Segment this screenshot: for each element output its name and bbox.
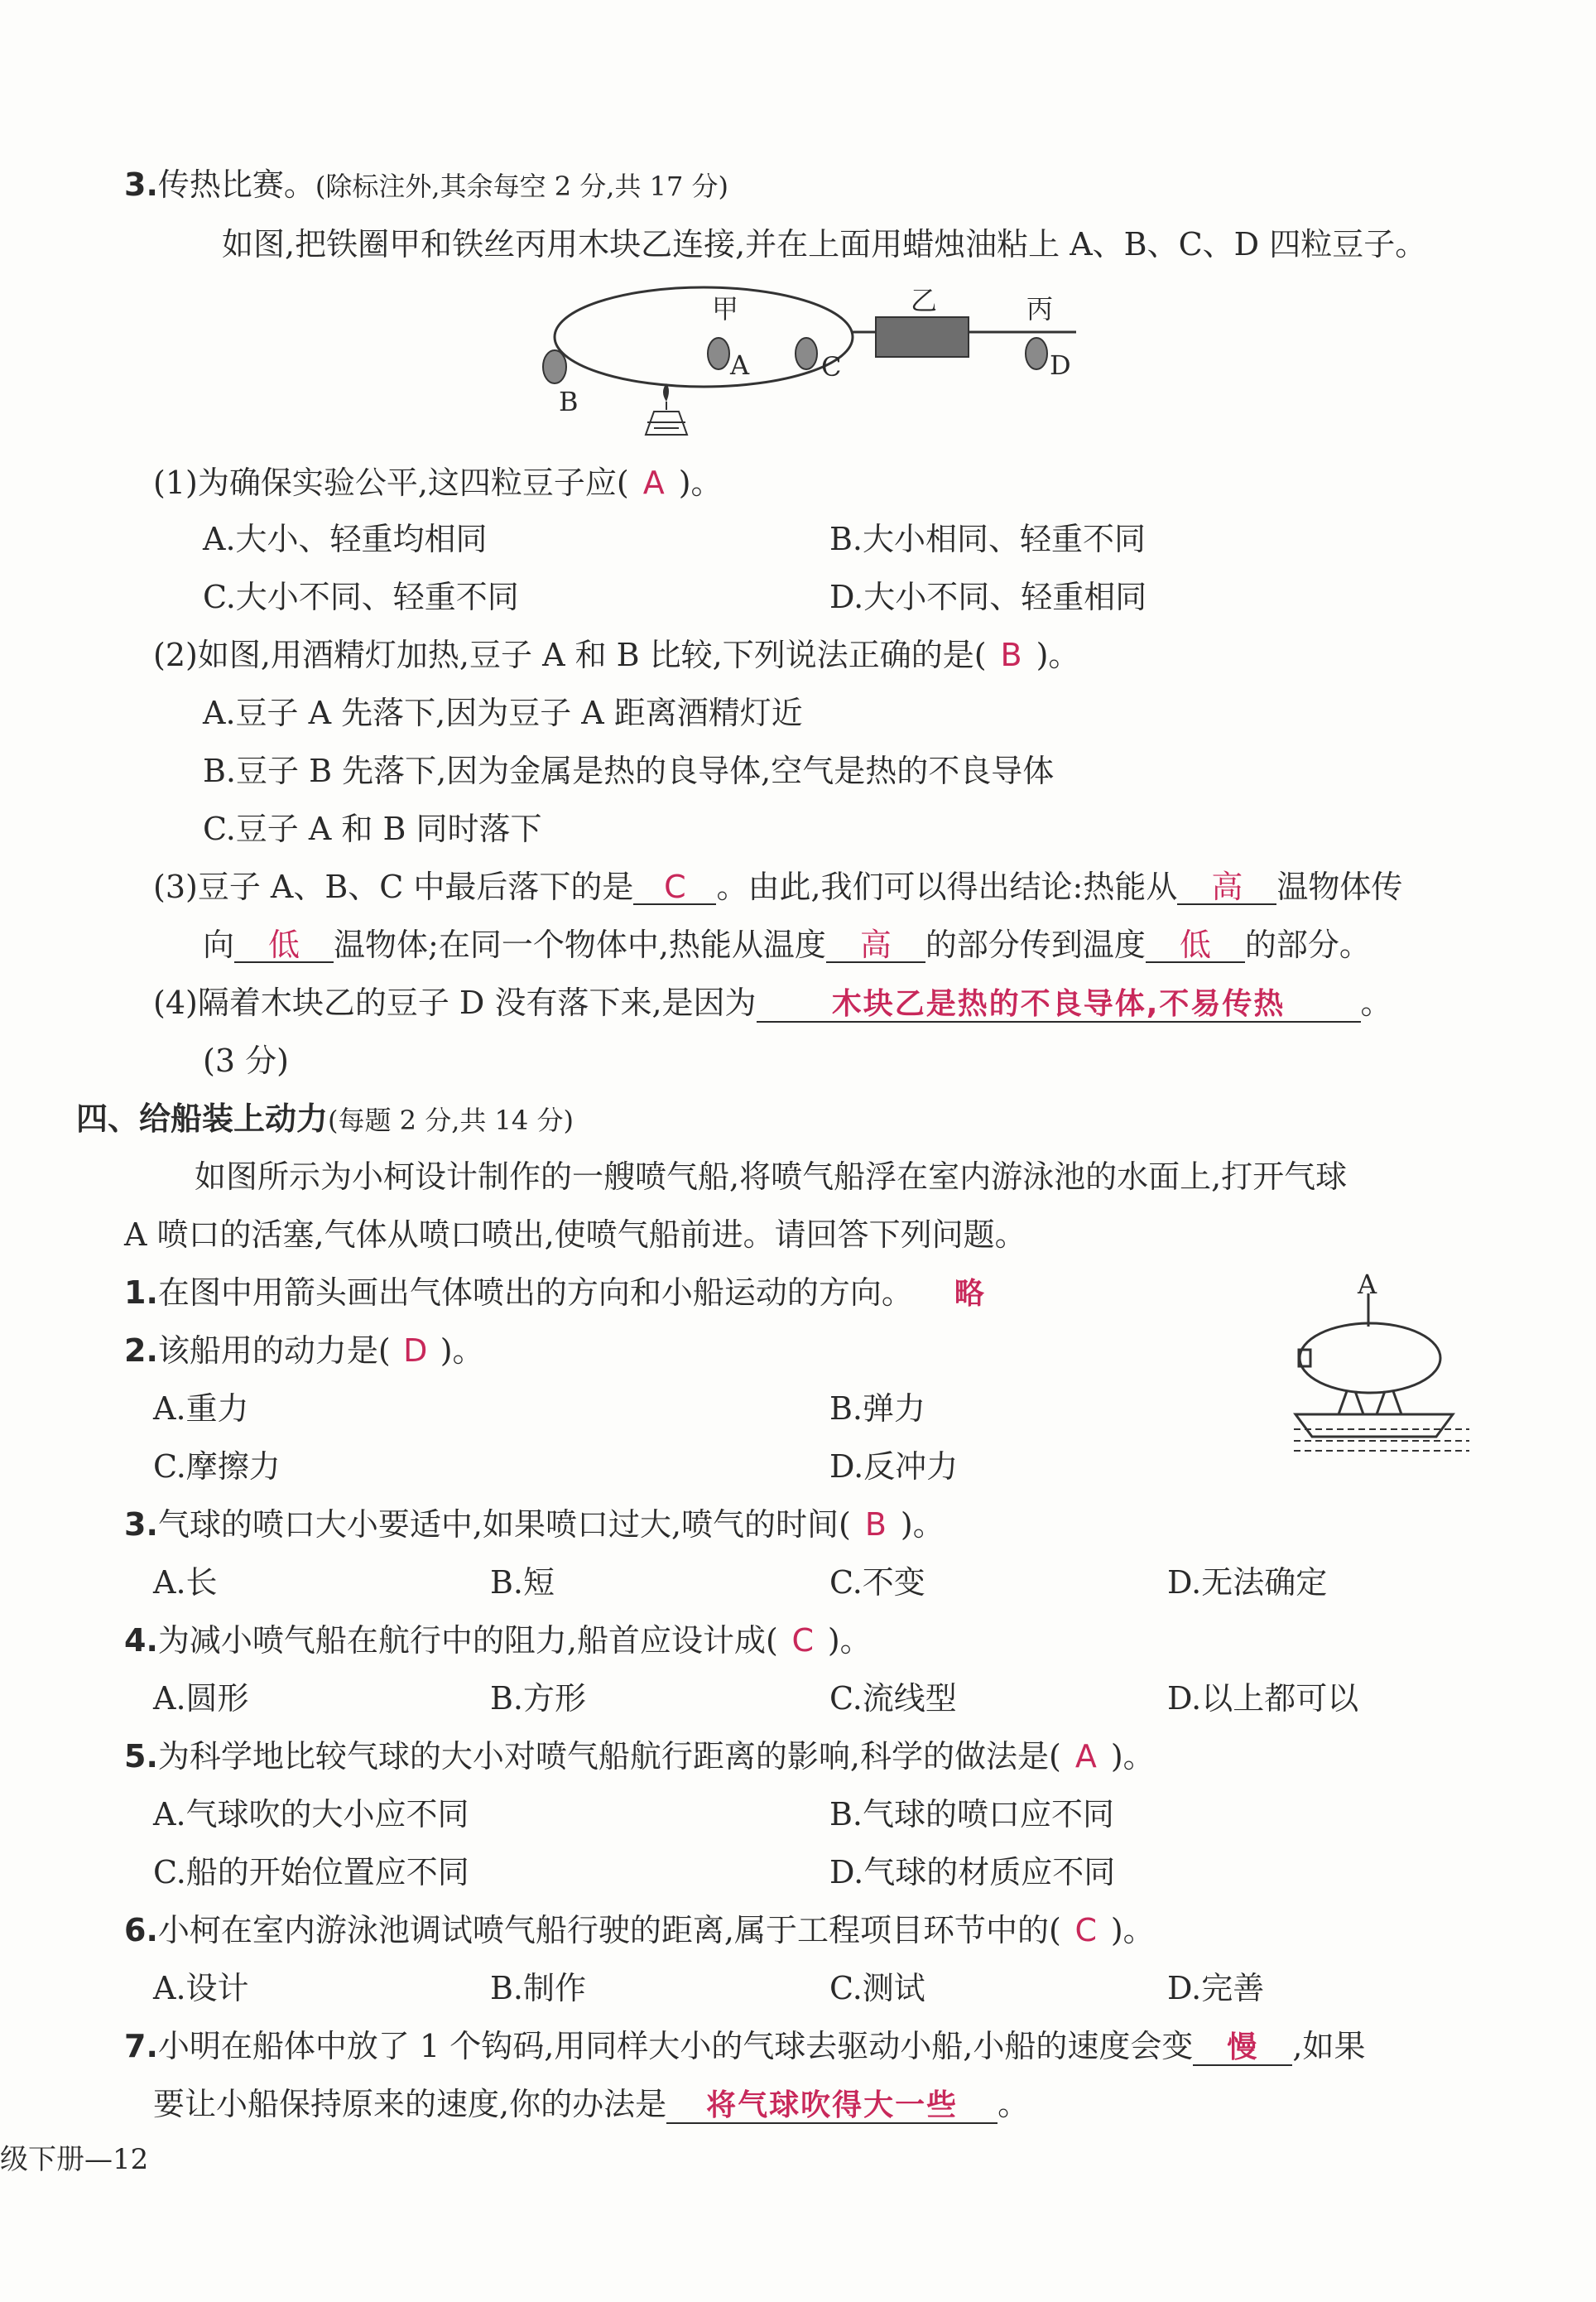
blank: 慢: [1193, 2031, 1292, 2066]
label-bing: 丙: [1026, 293, 1054, 325]
answer: 略: [954, 1277, 986, 1311]
section4-title: 四、给船装上动力(每题 2 分,共 14 分): [76, 1100, 574, 1137]
option: C.流线型: [829, 1680, 957, 1717]
option: C.豆子 A 和 B 同时落下: [203, 811, 542, 847]
option: D.以上都可以: [1167, 1680, 1359, 1717]
answer: B: [1000, 637, 1022, 673]
s4-q6: 6.小柯在室内游泳池调试喷气船行驶的距离,属于工程项目环节中的( C )。: [124, 1912, 1155, 1948]
section3-title: 3.传热比赛。(除标注外,其余每空 2 分,共 17 分): [124, 166, 728, 203]
option: B.弹力: [829, 1390, 926, 1427]
blank: 低: [1146, 928, 1245, 963]
option: B.气球的喷口应不同: [829, 1796, 1115, 1832]
bean-d: [1026, 338, 1047, 369]
label-d: D: [1050, 349, 1071, 381]
blank: 高: [1177, 870, 1276, 905]
option: D.完善: [1167, 1970, 1265, 2006]
jet-boat-figure: [1287, 1267, 1486, 1466]
option: C.不变: [829, 1564, 925, 1601]
option: B.制作: [490, 1970, 587, 2006]
label-a: A: [730, 349, 750, 381]
option: A.设计: [153, 1970, 249, 2006]
blank: 将气球吹得大一些: [666, 2089, 997, 2124]
wood-block-yi: [876, 317, 969, 357]
answer: D: [403, 1332, 428, 1369]
s3-q2: (2)如图,用酒精灯加热,豆子 A 和 B 比较,下列说法正确的是( B )。: [153, 637, 1080, 673]
label-yi: 乙: [911, 285, 938, 316]
label-c: C: [821, 351, 842, 383]
heat-figure-drawing: [530, 277, 1101, 451]
option: B.豆子 B 先落下,因为金属是热的良导体,空气是热的不良导体: [203, 753, 1055, 789]
s4-q7-line1: 7.小明在船体中放了 1 个钩码,用同样大小的气球去驱动小船,小船的速度会变 慢 ,如果: [124, 2028, 1366, 2064]
blank: C: [633, 870, 716, 905]
option: C.船的开始位置应不同: [153, 1854, 469, 1890]
page-footer: 级下册—12: [0, 2143, 149, 2176]
option: B.短: [490, 1564, 555, 1601]
answer: A: [642, 465, 665, 501]
bean-b: [543, 350, 566, 383]
option: C.大小不同、轻重不同: [203, 579, 519, 615]
option: C.测试: [829, 1970, 925, 2006]
bean-c: [796, 338, 817, 369]
option: B.大小相同、轻重不同: [829, 521, 1147, 557]
blank: 木块乙是热的不良导体,不易传热: [757, 988, 1361, 1023]
section3-intro: 如图,把铁圈甲和铁丝丙用木块乙连接,并在上面用蜡烛油粘上 A、B、C、D 四粒豆子。: [222, 226, 1427, 262]
s4-q2: 2.该船用的动力是( D )。: [124, 1332, 484, 1369]
option: B.方形: [490, 1680, 587, 1717]
option: A.圆形: [153, 1680, 249, 1717]
option: C.摩擦力: [153, 1448, 281, 1485]
label-b: B: [559, 386, 579, 417]
option: A.长: [153, 1564, 218, 1601]
option: A.气球吹的大小应不同: [153, 1796, 469, 1832]
s4-q1: 1.在图中用箭头画出气体喷出的方向和小船运动的方向。 略: [124, 1274, 986, 1311]
option: A.重力: [153, 1390, 249, 1427]
s4-q3: 3.气球的喷口大小要适中,如果喷口过大,喷气的时间( B )。: [124, 1506, 945, 1543]
section4-intro-1: 如图所示为小柯设计制作的一艘喷气船,将喷气船浮在室内游泳池的水面上,打开气球: [195, 1158, 1348, 1195]
label-nozzle-a: A: [1358, 1269, 1377, 1300]
option: A.豆子 A 先落下,因为豆子 A 距离酒精灯近: [203, 695, 803, 731]
option: D.气球的材质应不同: [829, 1854, 1116, 1890]
answer: C: [791, 1622, 815, 1659]
answer: B: [864, 1506, 887, 1543]
s4-q4: 4.为减小喷气船在航行中的阻力,船首应设计成( C )。: [124, 1622, 872, 1659]
s3-q3-line1: (3)豆子 A、B、C 中最后落下的是 C 。由此,我们可以得出结论:热能从 高 温物体传: [153, 869, 1403, 905]
s3-q3-line2: 向 低 温物体;在同一个物体中,热能从温度 高 的部分传到温度 低 的部分。: [203, 927, 1371, 963]
answer: A: [1074, 1738, 1097, 1775]
bean-a: [708, 338, 729, 369]
option: D.无法确定: [1167, 1564, 1328, 1601]
s3-q4: (4)隔着木块乙的豆子 D 没有落下来,是因为 木块乙是热的不良导体,不易传热 。: [153, 985, 1392, 1021]
s3-q1: (1)为确保实验公平,这四粒豆子应( A )。: [153, 465, 723, 501]
option: A.大小、轻重均相同: [203, 521, 488, 557]
blank: 高: [826, 928, 925, 963]
label-jia: 甲: [712, 293, 739, 325]
s4-q5: 5.为科学地比较气球的大小对喷气船航行距离的影响,科学的做法是( A )。: [124, 1738, 1155, 1775]
section4-intro-2: A 喷口的活塞,气体从喷口喷出,使喷气船前进。请回答下列问题。: [124, 1216, 1026, 1253]
blank: 低: [234, 928, 334, 963]
score-note: (3 分): [203, 1043, 289, 1079]
answer: C: [1074, 1912, 1098, 1948]
s4-q7-line2: 要让小船保持原来的速度,你的办法是 将气球吹得大一些 。: [153, 2086, 1030, 2122]
option: D.大小不同、轻重相同: [829, 579, 1147, 615]
option: D.反冲力: [829, 1448, 959, 1485]
